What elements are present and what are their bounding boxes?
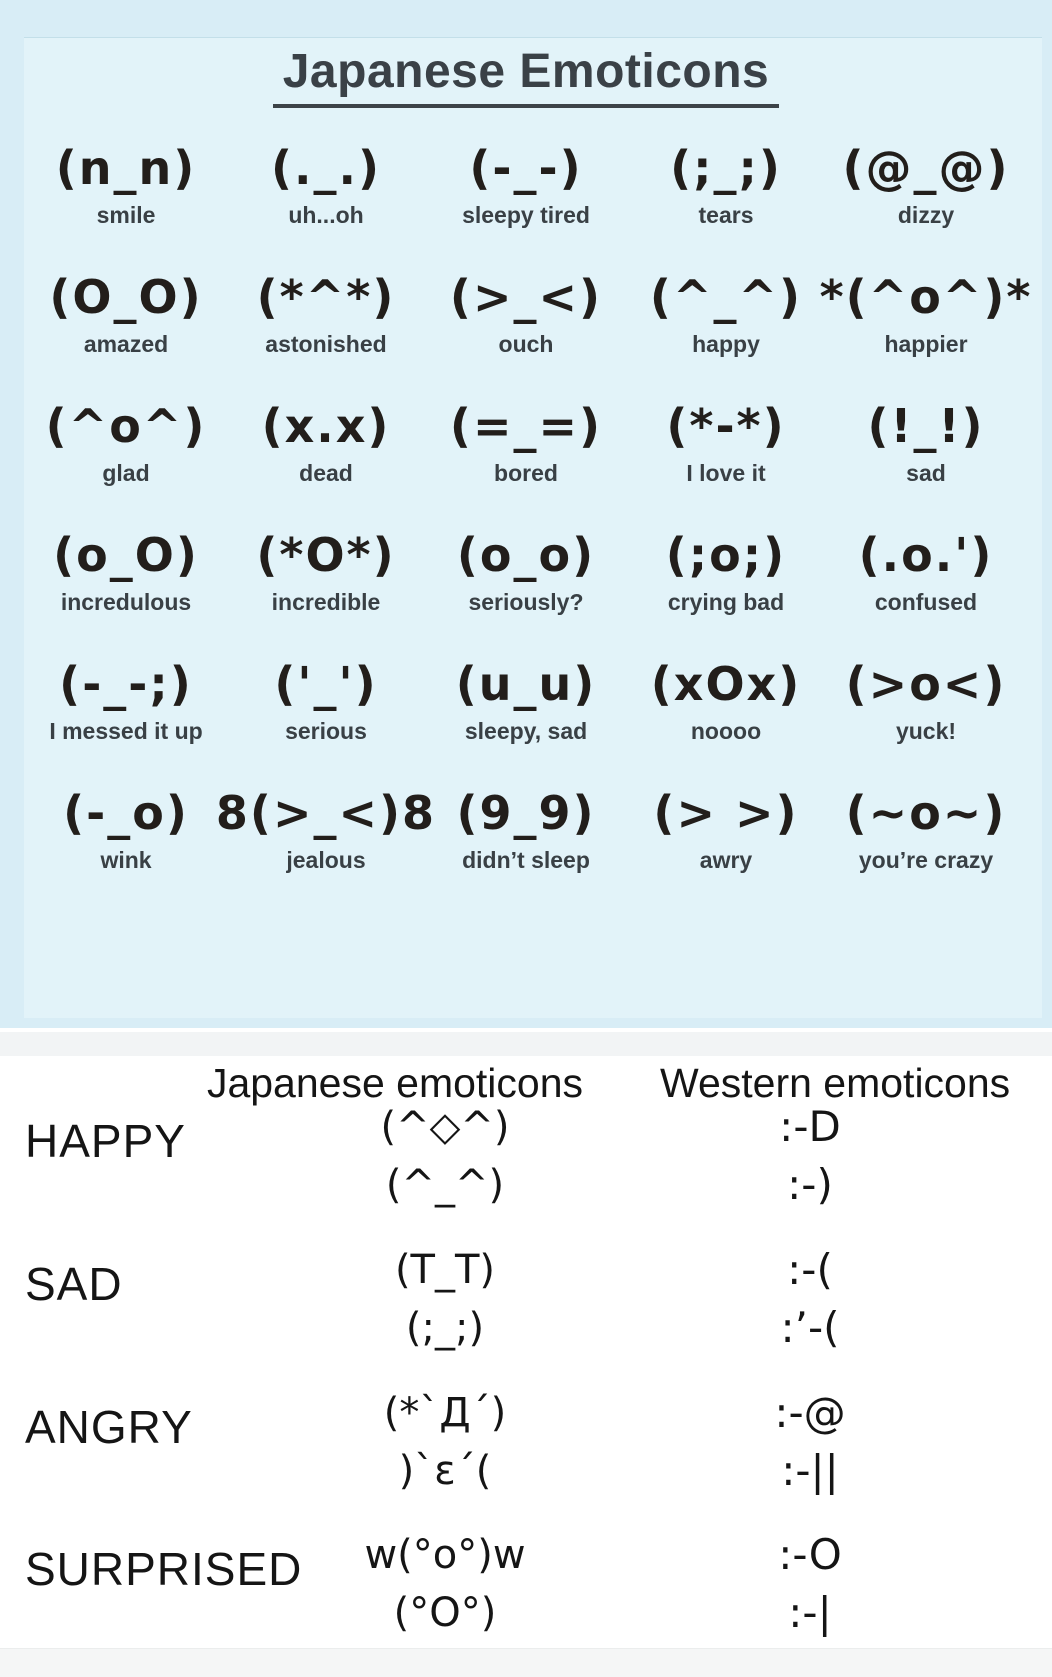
emoticon-face: ('_') [274, 657, 378, 711]
emoticon-label: smile [96, 202, 156, 228]
japanese-emoticon: w(°o°)w [364, 1532, 526, 1578]
japanese-emoticon: (°O°) [393, 1590, 497, 1636]
emoticon-face: (;o;) [665, 528, 787, 582]
japanese-emoticons-cell [250, 1384, 640, 1500]
western-emoticon: :-O [778, 1530, 842, 1579]
emoticon-face: (9_9) [456, 786, 596, 840]
emoticon-face: (.o.') [858, 528, 994, 582]
emoticon-face: (^_^) [649, 270, 803, 324]
comparison-table [0, 1028, 1052, 1648]
table-row-angry [0, 1384, 1052, 1524]
emoticon-face: (o_o) [456, 528, 596, 582]
emoticon-item [426, 394, 626, 523]
emoticon-item [26, 781, 226, 910]
category-label: SURPRISED [25, 1543, 303, 1595]
japanese-emoticons-cell [250, 1241, 640, 1357]
emoticon-item [26, 652, 226, 781]
emoticon-label: crying bad [667, 589, 785, 615]
emoticon-face: (n_n) [55, 141, 197, 195]
emoticon-face: (-_o) [63, 786, 189, 840]
emoticon-label: I messed it up [49, 718, 203, 744]
emoticon-label: happy [692, 331, 760, 357]
emoticon-face: (*^*) [256, 270, 396, 324]
table-row-surprised [0, 1526, 1052, 1666]
emoticon-label: you’re crazy [858, 847, 994, 873]
japanese-emoticon: (^_^) [385, 1162, 505, 1208]
table-row-sad [0, 1241, 1052, 1381]
panel-title-wrap [0, 44, 1052, 108]
emoticon-label: jealous [286, 847, 366, 873]
emoticon-label: confused [874, 589, 978, 615]
western-emoticon: :-) [787, 1160, 833, 1209]
emoticon-item [26, 265, 226, 394]
japanese-column-header: Japanese emoticons [206, 1060, 584, 1106]
japanese-emoticon: (;_;) [405, 1305, 485, 1351]
emoticon-item [226, 265, 426, 394]
emoticon-face: (O_O) [49, 270, 203, 324]
japanese-emoticon: (*`Д´) [383, 1390, 507, 1436]
emoticon-item [426, 265, 626, 394]
emoticon-item [226, 394, 426, 523]
western-emoticon: :-@ [774, 1388, 846, 1437]
emoticon-label: dizzy [897, 202, 955, 228]
emoticon-label: dead [299, 460, 353, 486]
emoticon-label: sleepy, sad [464, 718, 588, 744]
emoticon-item [826, 136, 1026, 265]
emoticon-face: (>_<) [449, 270, 603, 324]
western-emoticons-cell [650, 1241, 970, 1357]
emoticon-face: (-_-;) [59, 657, 193, 711]
western-emoticons-cell [650, 1384, 970, 1500]
emoticon-label: didn’t sleep [462, 847, 590, 873]
western-column-header: Western emoticons [660, 1060, 1011, 1106]
japanese-emoticon: (^◇^) [380, 1104, 510, 1150]
emoticon-label: wink [100, 847, 152, 873]
table-row-happy [0, 1098, 1052, 1238]
emoticon-label: sleepy tired [462, 202, 590, 228]
emoticon-item [226, 652, 426, 781]
emoticon-item [26, 394, 226, 523]
western-emoticon: :-( [787, 1245, 833, 1294]
emoticon-label: happier [884, 331, 968, 357]
emoticon-face: (x.x) [261, 399, 391, 453]
emoticon-item [215, 781, 437, 910]
emoticon-item [26, 136, 226, 265]
emoticon-face: (-_-) [469, 141, 583, 195]
emoticon-face: (^o^) [45, 399, 207, 453]
emoticon-face: (;_;) [670, 141, 782, 195]
japanese-emoticon: )`ε´( [398, 1448, 492, 1494]
emoticon-item [626, 781, 826, 910]
emoticon-label: yuck! [895, 718, 957, 744]
emoticon-face: (~o~) [845, 786, 1007, 840]
emoticon-face: (*-*) [666, 399, 786, 453]
japanese-emoticon: (T_T) [394, 1247, 496, 1293]
emoticon-label: amazed [83, 331, 169, 357]
category-label: HAPPY [25, 1115, 186, 1167]
emoticon-item [826, 652, 1026, 781]
emoticon-item [626, 136, 826, 265]
emoticon-label: astonished [265, 331, 387, 357]
emoticon-item [626, 523, 826, 652]
emoticon-face: (!_!) [867, 399, 985, 453]
emoticon-item [426, 781, 626, 910]
emoticon-face: *(^o^)* [819, 270, 1033, 324]
japanese-emoticons-cell [250, 1526, 640, 1642]
emoticon-label: bored [494, 460, 558, 486]
emoticon-label: I love it [686, 460, 766, 486]
emoticon-label: incredible [271, 589, 381, 615]
emoticon-label: noooo [690, 718, 762, 744]
emoticon-item [626, 394, 826, 523]
emoticon-item [819, 265, 1033, 394]
emoticon-label: uh...oh [288, 202, 364, 228]
emoticon-label: glad [102, 460, 150, 486]
emoticon-face: (xOx) [650, 657, 802, 711]
emoticon-item [826, 394, 1026, 523]
emoticon-face: (> >) [653, 786, 799, 840]
bottom-strip [0, 1648, 1052, 1677]
emoticon-item [426, 136, 626, 265]
emoticon-label: ouch [498, 331, 554, 357]
emoticon-face: (@_@) [842, 141, 1010, 195]
emoticon-label: sad [906, 460, 946, 486]
emoticon-label: tears [698, 202, 754, 228]
western-emoticon: :-|| [781, 1446, 839, 1495]
emoticon-item [426, 523, 626, 652]
emoticon-item [26, 523, 226, 652]
emoticon-item [226, 136, 426, 265]
emoticon-label: seriously? [468, 589, 584, 615]
japanese-emoticons-cell [250, 1098, 640, 1214]
emoticon-item [426, 652, 626, 781]
emoticon-face: (*O*) [256, 528, 396, 582]
emoticon-face: (._.) [271, 141, 381, 195]
western-emoticon: :-D [779, 1102, 841, 1151]
emoticon-item [826, 781, 1026, 910]
emoticon-item [826, 523, 1026, 652]
category-label: SAD [25, 1258, 123, 1310]
western-emoticon: :’-( [780, 1303, 840, 1352]
emoticon-grid [26, 136, 1033, 910]
page-title: Japanese Emoticons [273, 44, 780, 108]
category-label: ANGRY [25, 1401, 193, 1453]
emoticon-face: (=_=) [449, 399, 603, 453]
emoticon-face: (>o<) [845, 657, 1007, 711]
western-emoticons-cell [650, 1526, 970, 1642]
western-emoticons-cell [650, 1098, 970, 1214]
emoticon-label: serious [285, 718, 367, 744]
emoticon-face: (o_O) [53, 528, 199, 582]
emoticon-item [626, 652, 826, 781]
emoticon-label: incredulous [60, 589, 192, 615]
emoticon-label: awry [699, 847, 753, 873]
emoticon-face: (u_u) [455, 657, 597, 711]
western-emoticon: :-| [788, 1588, 832, 1637]
emoticon-item [226, 523, 426, 652]
emoticon-item [626, 265, 826, 394]
emoticon-face: 8(>_<)8 [215, 786, 437, 840]
